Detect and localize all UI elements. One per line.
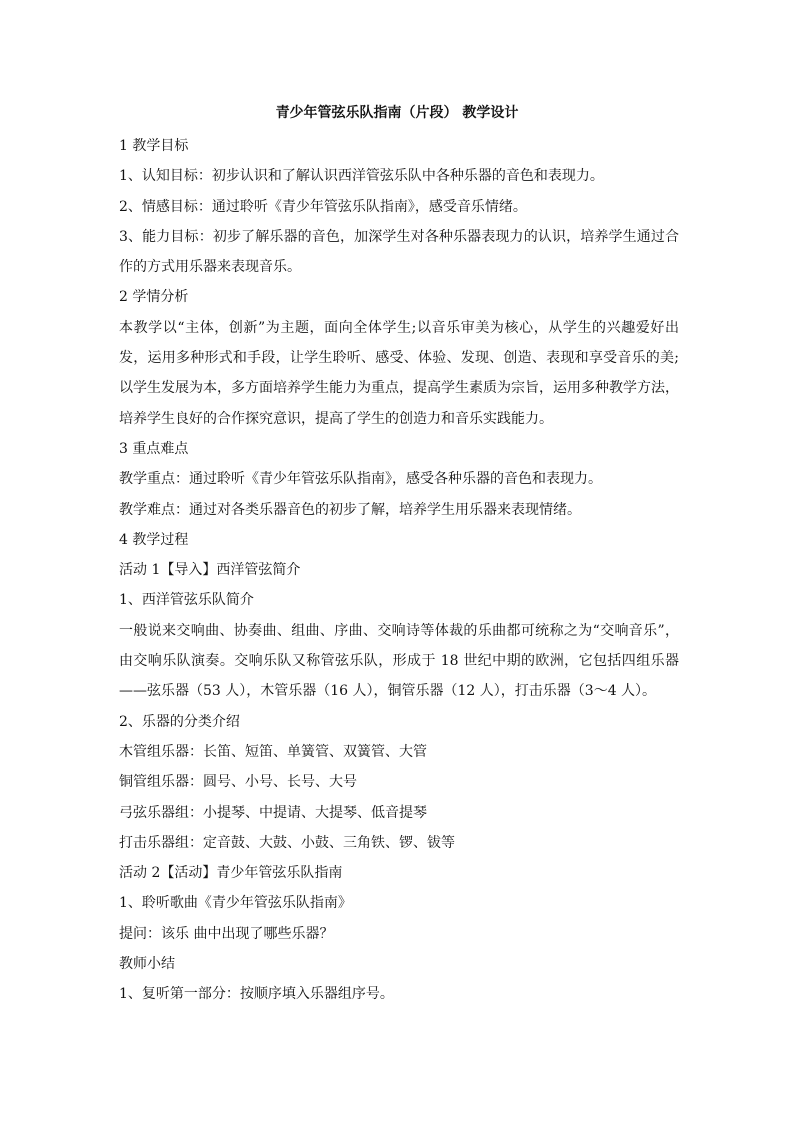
goal-cognitive: 1、认知目标：初步认识和了解认识西洋管弦乐队中各种乐器的音色和表现力。: [119, 168, 604, 185]
section-heading-teaching-process: 4 教学过程: [119, 531, 189, 548]
activity2-step: 1、复听第一部分：按顺序填入乐器组序号。: [119, 986, 394, 1003]
activity2-question: 提问：该乐 曲中出现了哪些乐器？: [119, 925, 334, 942]
goal-ability: 3、能力目标：初步了解乐器的音色，加深学生对各种乐器表现力的认识，培养学生通过合作的方式用乐器来表现音乐。: [119, 228, 679, 276]
activity2-title: 活动 2【活动】青少年管弦乐队指南: [119, 865, 343, 882]
section-heading-student-analysis: 2 学情分析: [119, 289, 189, 306]
section-heading-teaching-goals: 1 教学目标: [119, 138, 189, 154]
activity1-title: 活动 1【导入】西洋管弦简介: [119, 562, 301, 579]
teaching-key-point: 教学重点：通过聆听《青少年管弦乐队指南》，感受各种乐器的音色和表现力。: [119, 471, 602, 488]
instrument-group-brass: 铜管组乐器：圆号、小号、长号、大号: [119, 774, 357, 791]
activity2-teacher-summary: 教师小结: [119, 956, 175, 973]
teaching-difficulty: 教学难点：通过对各类乐器音色的初步了解，培养学生用乐器来表现情绪。: [119, 501, 581, 518]
activity1-subheading-orchestra-intro: 1、西洋管弦乐队简介: [119, 592, 254, 609]
activity1-subheading-instrument-classes: 2、乐器的分类介绍: [119, 713, 240, 730]
document-title: 青少年管弦乐队指南（片段） 教学设计: [275, 105, 519, 121]
orchestra-intro-paragraph: 一般说来交响曲、协奏曲、组曲、序曲、交响诗等体裁的乐曲都可统称之为“交响音乐”，由交响乐队演奏。交响乐队又称管弦乐队，形成于 18 世纪中期的欧洲，它包括四组乐器——弦乐器（53 人），木管乐器（16 人），铜管乐器（12 人），打击乐器（3～4 人）。: [119, 622, 679, 700]
section-heading-key-points: 3 重点难点: [119, 440, 189, 457]
instrument-group-woodwind: 木管组乐器：长笛、短笛、单簧管、双簧管、大管: [119, 743, 427, 760]
instrument-group-strings: 弓弦乐器组：小提琴、中提请、大提琴、低音提琴: [119, 804, 427, 821]
activity2-listen: 1、聆听歌曲《青少年管弦乐队指南》: [119, 895, 352, 912]
goal-emotional: 2、情感目标：通过聆听《青少年管弦乐队指南》，感受音乐情绪。: [119, 198, 527, 215]
student-analysis-paragraph: 本教学以“主体，创新”为主题，面向全体学生;以音乐审美为核心，从学生的兴趣爱好出发，运用多种形式和手段，让学生聆听、感受、体验、发现、创造、表现和享受音乐的美;以学生发展为本，多方面培养学生能力为重点，提高学生素质为宗旨，运用多种教学方法，培养学生良好的合作探究意识，提高了学生的创造力和音乐实践能力。: [119, 319, 679, 427]
instrument-group-percussion: 打击乐器组：定音鼓、大鼓、小鼓、三角铁、锣、钹等: [119, 834, 455, 851]
document-body: [119, 131, 679, 1010]
